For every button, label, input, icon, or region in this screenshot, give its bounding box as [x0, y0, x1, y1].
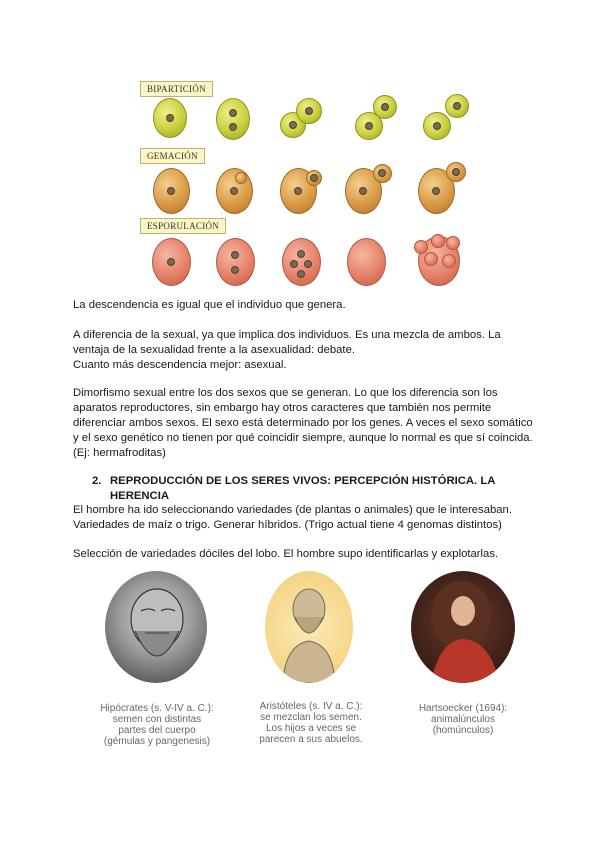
- text-line: Variedades de maíz o trigo. Generar híbridos. (Trigo actual tiene 4 genomas distintos): [73, 519, 502, 531]
- text-line: A diferencia de la sexual, ya que implica dos individuos. Es una mezcla de ambos. La ventaja de la sexualidad frente a la asexualidad: debate.: [73, 329, 501, 356]
- hippocrates-portrait: [105, 571, 207, 683]
- caption-hartsoecker: Hartsoecker (1694): animalúnculos (homúnculos): [418, 703, 508, 736]
- text-line: La descendencia es igual que el individuo que genera.: [73, 299, 346, 311]
- spore: [446, 236, 460, 250]
- text-line: Dimorfismo sexual entre los dos sexos que se generan. Lo que los diferencia son los aparatos reproductores, sin embargo hay otros caracteres que también nos permite diferenciar ambos sexos. El sexo está determinado por los genes. A veces el sexo somático y el sexo genético no tienen por qué coincidir siempre, aunque lo normal es que sí coincida. (Ej: hermafroditas): [73, 387, 533, 459]
- bud: [446, 162, 466, 182]
- label-gemacion: GEMACIÓN: [140, 148, 205, 164]
- caption-hippocrates: Hipócrates (s. V-IV a. C.): semen con distintas partes del cuerpo (gémulas y pangenesis): [100, 703, 214, 747]
- yeast-cell: [423, 112, 451, 140]
- bud: [373, 164, 392, 183]
- spore: [414, 240, 428, 254]
- yeast-cell: [373, 95, 397, 119]
- hartsoecker-portrait: [411, 571, 515, 683]
- yeast-cell: [153, 168, 190, 214]
- paragraph-seleccion: [73, 503, 533, 533]
- aristotle-portrait: [265, 571, 353, 683]
- paragraph-dimorfismo: [73, 386, 533, 461]
- yeast-cell: [153, 98, 187, 138]
- yeast-cell: [152, 238, 191, 286]
- spore: [442, 254, 456, 268]
- text-line: Cuanto más descendencia mejor: asexual.: [73, 359, 287, 371]
- section-title: REPRODUCCIÓN DE LOS SERES VIVOS: PERCEPCIÓN HISTÓRICA. LA HERENCIA: [110, 475, 495, 502]
- caption-aristotle: Aristóteles (s. IV a. C.): se mezclan los semen. Los hijos a veces se parecen a sus abuelos.: [259, 701, 363, 745]
- yeast-cell: [445, 94, 469, 118]
- section-number: 2.: [92, 475, 102, 487]
- paragraph-lobo: [73, 547, 533, 562]
- bud: [235, 172, 247, 184]
- paragraph-descendencia: [73, 298, 533, 313]
- label-biparticion: BIPARTICIÓN: [140, 81, 213, 97]
- spore: [431, 234, 445, 248]
- paragraph-sexual: [73, 328, 533, 373]
- spore: [424, 252, 438, 266]
- section-heading: [92, 474, 532, 504]
- yeast-cell: [282, 238, 321, 286]
- label-esporulacion: ESPORULACIÓN: [140, 218, 226, 234]
- text-line: Selección de variedades dóciles del lobo. El hombre supo identificarlas y explotarlas.: [73, 548, 499, 560]
- bud: [306, 170, 322, 186]
- yeast-cell: [216, 98, 250, 140]
- yeast-cell: [216, 238, 255, 286]
- text-line: El hombre ha ido seleccionando variedades (de plantas o animales) que le interesaban.: [73, 504, 512, 516]
- yeast-cell: [296, 98, 322, 124]
- yeast-cell: [347, 238, 386, 286]
